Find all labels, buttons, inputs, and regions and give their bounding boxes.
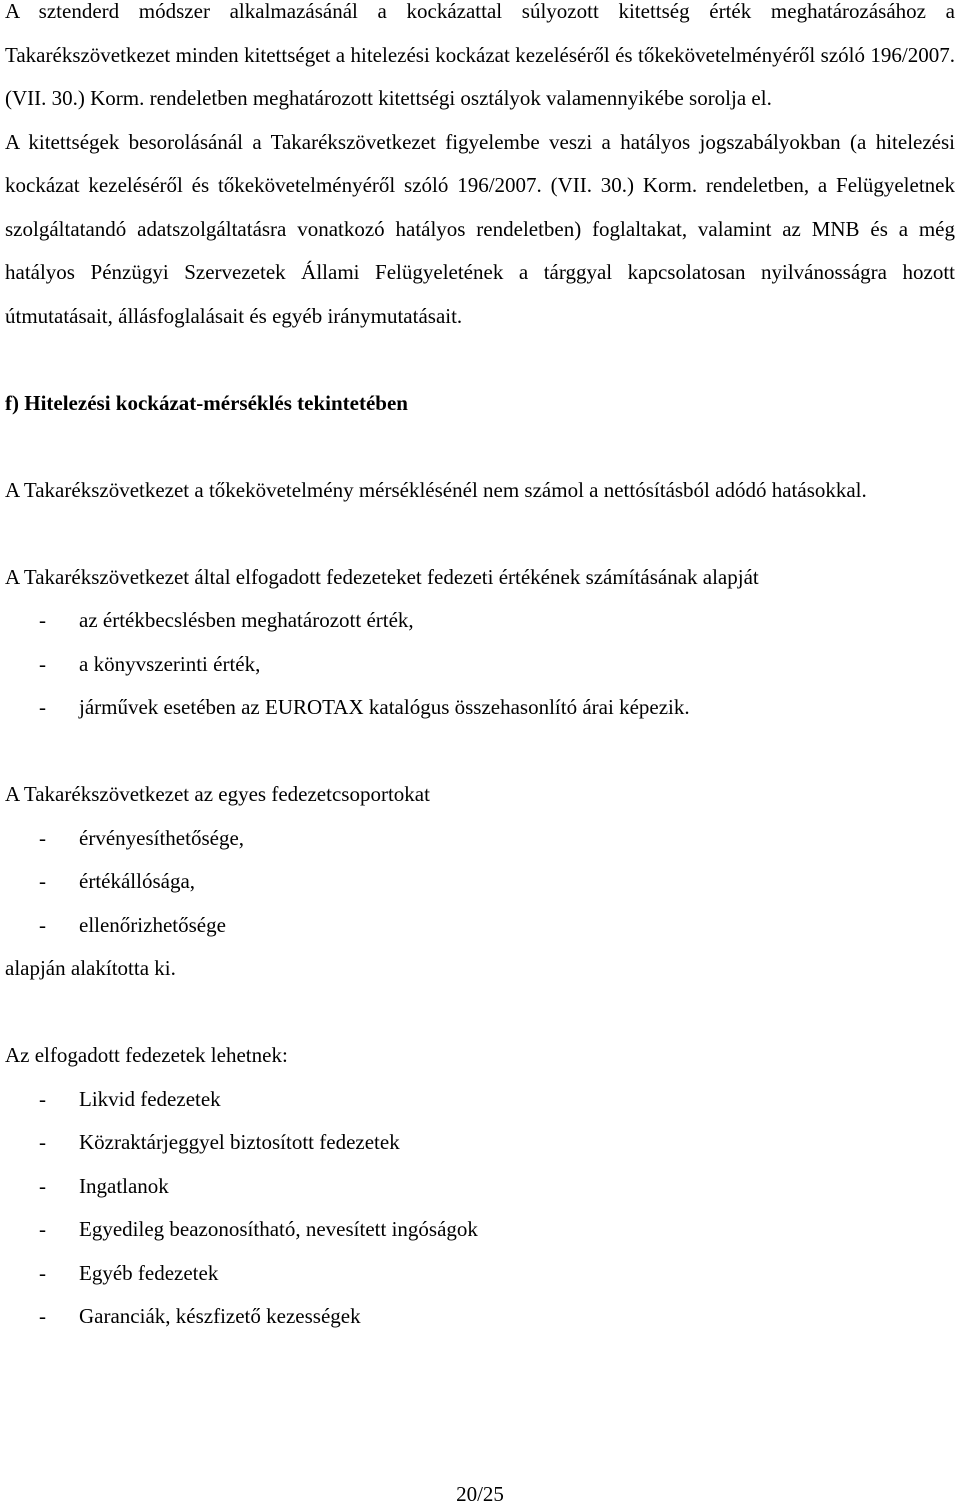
list-item: - érvényesíthetősége, xyxy=(5,817,955,861)
list-dash: - xyxy=(39,825,46,850)
paragraph-netting: A Takarékszövetkezet a tőkekövetelmény mérséklésénél nem számol a nettósításból adódó hatásokkal. xyxy=(5,477,867,502)
paragraph-based-on: alapján alakította ki. xyxy=(5,956,176,980)
list-dash: - xyxy=(39,869,46,893)
list-dash: - xyxy=(39,912,46,937)
list-dash: - xyxy=(39,1217,46,1241)
spacer xyxy=(5,991,955,1035)
accepted-collateral-list xyxy=(5,1078,955,1339)
spacer xyxy=(5,425,955,469)
list-dash: - xyxy=(39,651,46,676)
paragraph-collateral-groups: A Takarékszövetkezet az egyes fedezetcsoportokat xyxy=(5,782,430,806)
spacer xyxy=(5,730,955,774)
collateral-criteria-list xyxy=(5,817,955,948)
spacer xyxy=(5,512,955,556)
list-dash: - xyxy=(39,608,46,632)
paragraph-accepted-collateral: Az elfogadott fedezetek lehetnek: xyxy=(5,1043,288,1067)
list-item: - a könyvszerinti érték, xyxy=(5,643,955,687)
list-item: - Likvid fedezetek xyxy=(5,1078,955,1122)
list-item: - Garanciák, készfizető kezességek xyxy=(5,1295,955,1339)
document-page xyxy=(5,0,955,1339)
list-item: - Egyéb fedezetek xyxy=(5,1252,955,1296)
list-item: - járművek esetében az EUROTAX katalógus összehasonlító árai képezik. xyxy=(5,686,955,730)
page-number: 20/25 xyxy=(456,1482,504,1506)
list-item: - Egyedileg beazonosítható, nevesített ingóságok xyxy=(5,1208,955,1252)
list-item: - értékállósága, xyxy=(5,860,955,904)
paragraph-exposure-classification: A kitettségek besorolásánál a Takarékszövetkezet figyelembe veszi a hatályos jogszabályokban (a hitelezési kockázat kezeléséről és tőkekövetelményéről szóló 196/2007. (VII. 30.) Korm. rendeletben, a Felügyeletnek szolgáltatandó adatszolgáltatásra vonatkozó hatályos rendeletben) foglaltakat, valamint az MNB és a még hatályos Pénzügyi Szervezetek Állami Felügyeletének a tárggyal kapcsolatosan nyilvánosságra hozott útmutatásait, állásfoglalásait és egyéb iránymutatásait. xyxy=(5,129,955,328)
list-dash: - xyxy=(39,695,46,719)
list-dash: - xyxy=(39,1130,46,1154)
spacer xyxy=(5,338,955,382)
list-dash: - xyxy=(39,1086,46,1111)
list-dash: - xyxy=(39,1173,46,1198)
section-heading-credit-risk-mitigation: f) Hitelezési kockázat-mérséklés tekintetében xyxy=(5,390,408,415)
list-item: - az értékbecslésben meghatározott érték, xyxy=(5,599,955,643)
list-item: - Közraktárjeggyel biztosított fedezetek xyxy=(5,1121,955,1165)
list-dash: - xyxy=(39,1260,46,1285)
list-dash: - xyxy=(39,1304,46,1328)
list-item: - Ingatlanok xyxy=(5,1165,955,1209)
collateral-value-list xyxy=(5,599,955,730)
paragraph-collateral-basis: A Takarékszövetkezet által elfogadott fedezeteket fedezeti értékének számításának alapját xyxy=(5,564,759,589)
paragraph-standard-method: A sztenderd módszer alkalmazásánál a kockázattal súlyozott kitettség érték meghatározásához a Takarékszövetkezet minden kitettséget a hitelezési kockázat kezeléséről és tőkekövetelményéről szóló 196/2007. (VII. 30.) Korm. rendeletben meghatározott kitettségi osztályok valamennyikébe sorolja el. xyxy=(5,0,955,110)
list-item: - ellenőrizhetősége xyxy=(5,904,955,948)
